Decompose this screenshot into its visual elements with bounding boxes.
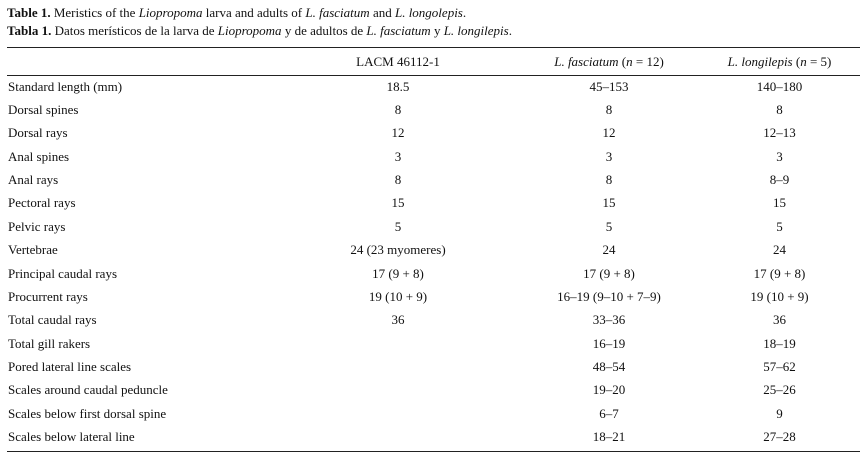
row-label: Anal rays <box>8 172 59 188</box>
row-label: Dorsal spines <box>8 102 79 118</box>
caption-genus: Liopropoma <box>217 23 282 38</box>
table-row <box>7 122 860 145</box>
cell-fasciatum: 16–19 (9–10 + 7–9) <box>557 288 661 304</box>
cell-longilepis: 8–9 <box>769 172 790 188</box>
cell-longilepis: 24 <box>773 242 786 258</box>
caption-species: L. fasciatum <box>305 5 370 20</box>
cell-longilepis: 17 (9 + 8) <box>753 265 806 281</box>
cell-lacm: 3 <box>394 148 402 164</box>
row-label: Standard length (mm) <box>8 78 123 94</box>
cell-lacm <box>277 425 519 448</box>
header-species: L. longilepis <box>727 53 793 69</box>
caption-text: y de adultos de <box>281 23 367 38</box>
cell-longilepis: 19 (10 + 9) <box>750 288 809 304</box>
cell-longilepis: 3 <box>776 148 783 164</box>
row-label: Anal spines <box>8 148 70 164</box>
table-row <box>7 309 860 332</box>
cell-fasciatum: 12 <box>602 125 616 141</box>
cell-longilepis: 36 <box>773 312 786 328</box>
table-row <box>7 332 860 355</box>
cell-lacm: 8 <box>394 102 402 118</box>
table-bottom-rule <box>7 451 860 452</box>
cell-lacm: 12 <box>391 125 405 141</box>
header-species: L. fasciatum <box>554 53 619 69</box>
cell-lacm: 19 (10 + 9) <box>368 288 428 304</box>
table-row <box>7 145 860 168</box>
cell-lacm: 24 (23 myomeres) <box>350 242 446 258</box>
cell-fasciatum: 24 <box>602 242 616 258</box>
cell-lacm: 17 (9 + 8) <box>372 265 424 281</box>
cell-longilepis: 25–26 <box>763 382 796 398</box>
cell-fasciatum: 5 <box>605 218 613 234</box>
cell-longilepis: 140–180 <box>756 78 803 94</box>
table-row <box>7 192 860 215</box>
row-label: Dorsal rays <box>8 125 68 141</box>
row-label: Vertebrae <box>8 242 58 258</box>
header-cell-fasciatum <box>519 48 699 75</box>
table-row <box>7 75 860 98</box>
cell-fasciatum: 8 <box>605 102 613 118</box>
cell-longilepis: 57–62 <box>763 358 796 374</box>
header-text: = 12) <box>632 53 664 69</box>
cell-fasciatum: 17 (9 + 8) <box>583 265 635 281</box>
caption-genus: Liopropoma <box>138 5 203 20</box>
cell-longilepis: 15 <box>773 195 786 211</box>
cell-lacm <box>277 402 519 425</box>
table-row <box>7 262 860 285</box>
table-row <box>7 425 860 448</box>
cell-lacm: 18.5 <box>386 78 410 94</box>
table-row <box>7 168 860 191</box>
caption-text: . <box>462 5 467 20</box>
cell-lacm <box>277 355 519 378</box>
header-n: n <box>800 53 807 69</box>
header-text: = 5) <box>806 53 832 69</box>
cell-fasciatum: 15 <box>602 195 616 211</box>
cell-lacm: 8 <box>394 172 402 188</box>
cell-fasciatum: 33–36 <box>592 312 626 328</box>
cell-longilepis: 18–19 <box>763 335 796 351</box>
caption-label: Table 1. <box>7 5 51 20</box>
cell-fasciatum: 45–153 <box>589 78 629 94</box>
cell-fasciatum: 18–21 <box>592 429 626 445</box>
header-text: ( <box>618 53 627 69</box>
caption-text: y <box>430 23 444 38</box>
cell-fasciatum: 16–19 <box>592 335 626 351</box>
table-row <box>7 215 860 238</box>
table-header-row <box>7 48 860 75</box>
row-label: Pored lateral line scales <box>8 358 132 374</box>
caption-species: L. longolepis <box>394 5 463 20</box>
cell-lacm: 36 <box>391 312 405 328</box>
table-row <box>7 285 860 308</box>
header-n: n <box>626 53 633 69</box>
row-label: Pelvic rays <box>8 218 66 234</box>
cell-lacm <box>277 379 519 402</box>
row-label: Principal caudal rays <box>8 265 118 281</box>
header-cell-empty <box>7 48 277 75</box>
cell-fasciatum: 6–7 <box>599 405 619 421</box>
cell-fasciatum: 8 <box>605 172 613 188</box>
cell-longilepis: 5 <box>776 218 783 234</box>
row-label: Scales below lateral line <box>8 429 135 445</box>
row-label: Total caudal rays <box>8 312 97 328</box>
caption-text: Datos merísticos de la larva de <box>51 23 218 38</box>
caption-text: and <box>369 5 395 20</box>
caption-species: L. longilepis <box>443 23 509 38</box>
cell-fasciatum: 3 <box>605 148 613 164</box>
table-row <box>7 402 860 425</box>
row-label: Total gill rakers <box>8 335 91 351</box>
table-row <box>7 98 860 121</box>
row-label: Scales below first dorsal spine <box>8 405 167 421</box>
table-row <box>7 379 860 402</box>
caption-text: larva and adults of <box>202 5 306 20</box>
cell-longilepis: 27–28 <box>763 429 796 445</box>
cell-longilepis: 9 <box>776 405 783 421</box>
table-row <box>7 239 860 262</box>
table-caption-spanish <box>7 23 512 39</box>
meristics-table <box>7 48 860 449</box>
cell-longilepis: 12–13 <box>763 125 796 141</box>
row-label: Pectoral rays <box>8 195 76 211</box>
header-cell-longilepis <box>699 48 860 75</box>
row-label: Procurrent rays <box>8 288 88 304</box>
header-cell-lacm: LACM 46112-1 <box>356 53 440 69</box>
caption-species: L. fasciatum <box>366 23 431 38</box>
table-body <box>7 75 860 449</box>
cell-lacm <box>277 332 519 355</box>
cell-fasciatum: 19–20 <box>592 382 626 398</box>
row-label: Scales around caudal peduncle <box>8 382 168 398</box>
table-caption-english <box>7 5 466 21</box>
table-row <box>7 355 860 378</box>
cell-lacm: 5 <box>394 218 402 234</box>
caption-text: Meristics of the <box>50 5 139 20</box>
cell-lacm: 15 <box>391 195 405 211</box>
header-text: ( <box>792 53 801 69</box>
cell-fasciatum: 48–54 <box>592 358 626 374</box>
caption-text: . <box>508 23 512 38</box>
caption-label: Tabla 1. <box>7 23 52 38</box>
cell-longilepis: 8 <box>776 102 783 118</box>
